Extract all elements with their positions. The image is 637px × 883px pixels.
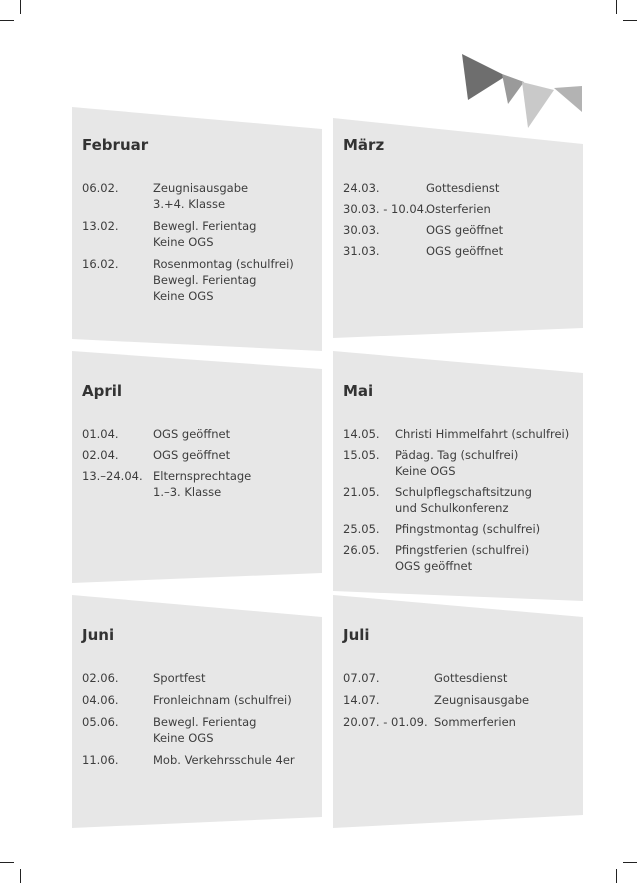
event-text: und Schulkonferenz [395,501,509,515]
event-list [82,180,318,304]
event-text: Christi Himmelfahrt (schulfrei) [395,427,570,441]
crop-mark [623,20,637,21]
event-date: 26.05. [343,543,380,557]
event-text: Gottesdienst [434,671,508,685]
event-list [343,426,579,574]
event-date: 14.05. [343,427,380,441]
crop-mark [616,869,617,883]
event-date: 02.04. [82,448,119,462]
event-entry [343,201,579,217]
event-date: 05.06. [82,715,119,729]
event-entry [82,426,318,442]
event-text: Bewegl. Ferientag [153,273,257,287]
event-text: Sommerferien [434,715,516,729]
event-date: 20.07. - 01.09. [343,715,428,729]
event-text: Keine OGS [153,235,214,249]
event-entry [82,752,318,768]
event-date: 24.03. [343,181,380,195]
event-date: 15.05. [343,448,380,462]
event-text: Keine OGS [153,289,214,303]
event-entry [343,714,579,730]
event-date: 02.06. [82,671,119,685]
event-date: 31.03. [343,244,380,258]
event-text: Rosenmontag (schulfrei) [153,257,294,271]
event-text: Osterferien [426,202,491,216]
event-text: Zeugnisausgabe [153,181,249,195]
event-entry [343,180,579,196]
event-date: 16.02. [82,257,119,271]
event-text: Bewegl. Ferientag [153,219,257,233]
month-title: Mai [343,382,374,400]
event-list [82,426,318,500]
event-list [82,670,318,768]
month-panel-mai [333,351,583,603]
event-entry [343,222,579,238]
crop-mark [0,20,14,21]
month-title: Juli [343,626,370,644]
event-entry [82,447,318,463]
crop-mark [20,0,21,14]
event-text: Sportfest [153,671,206,685]
event-entry [82,256,318,304]
month-panel-juli [333,595,583,830]
month-title: Juni [82,626,115,644]
event-entry [82,670,318,686]
event-entry [343,670,579,686]
event-text: 1.–3. Klasse [153,485,222,499]
month-panel-juni [72,595,322,830]
event-text: Schulpflegschaftsitzung [395,485,532,499]
crop-mark [623,862,637,863]
month-panel-maerz [333,118,583,340]
event-list [343,180,579,259]
event-date: 30.03. - 10.04. [343,202,428,216]
event-text: OGS geöffnet [426,244,504,258]
event-text: 3.+4. Klasse [153,197,226,211]
event-text: Keine OGS [153,731,214,745]
event-text: OGS geöffnet [153,427,231,441]
event-entry [343,243,579,259]
event-text: Fronleichnam (schulfrei) [153,693,292,707]
event-text: OGS geöffnet [153,448,231,462]
event-date: 14.07. [343,693,380,707]
event-entry [343,542,579,574]
event-date: 13.–24.04. [82,469,143,483]
month-title: März [343,136,385,154]
event-text: Gottesdienst [426,181,500,195]
event-date: 07.07. [343,671,380,685]
event-entry [343,484,579,516]
event-text: Elternsprechtage [153,469,252,483]
event-list [343,670,579,730]
event-entry [343,521,579,537]
event-text: OGS geöffnet [395,559,473,573]
event-date: 21.05. [343,485,380,499]
event-date: 25.05. [343,522,380,536]
event-entry [82,714,318,746]
bunting-flag [502,74,524,104]
month-panel-februar [72,107,322,353]
event-text: Pfingstferien (schulfrei) [395,543,530,557]
event-date: 30.03. [343,223,380,237]
crop-mark [0,862,14,863]
event-entry [343,447,579,479]
event-text: Zeugnisausgabe [434,693,530,707]
event-date: 13.02. [82,219,119,233]
event-entry [82,468,318,500]
crop-mark [616,0,617,14]
event-entry [82,692,318,708]
event-text: Keine OGS [395,464,456,478]
bunting-flag [462,54,506,100]
event-entry [343,692,579,708]
crop-mark [20,869,21,883]
month-title: April [82,382,123,400]
event-text: Bewegl. Ferientag [153,715,257,729]
event-text: OGS geöffnet [426,223,504,237]
month-panel-april [72,351,322,585]
event-text: Pfingstmontag (schulfrei) [395,522,541,536]
event-entry [82,218,318,250]
event-date: 11.06. [82,753,119,767]
month-title: Februar [82,136,149,154]
event-date: 04.06. [82,693,119,707]
event-text: Pädag. Tag (schulfrei) [395,448,519,462]
event-entry [343,426,579,442]
event-entry [82,180,318,212]
event-date: 06.02. [82,181,119,195]
event-date: 01.04. [82,427,119,441]
event-text: Mob. Verkehrsschule 4er [153,753,295,767]
bunting-flag [554,86,582,112]
